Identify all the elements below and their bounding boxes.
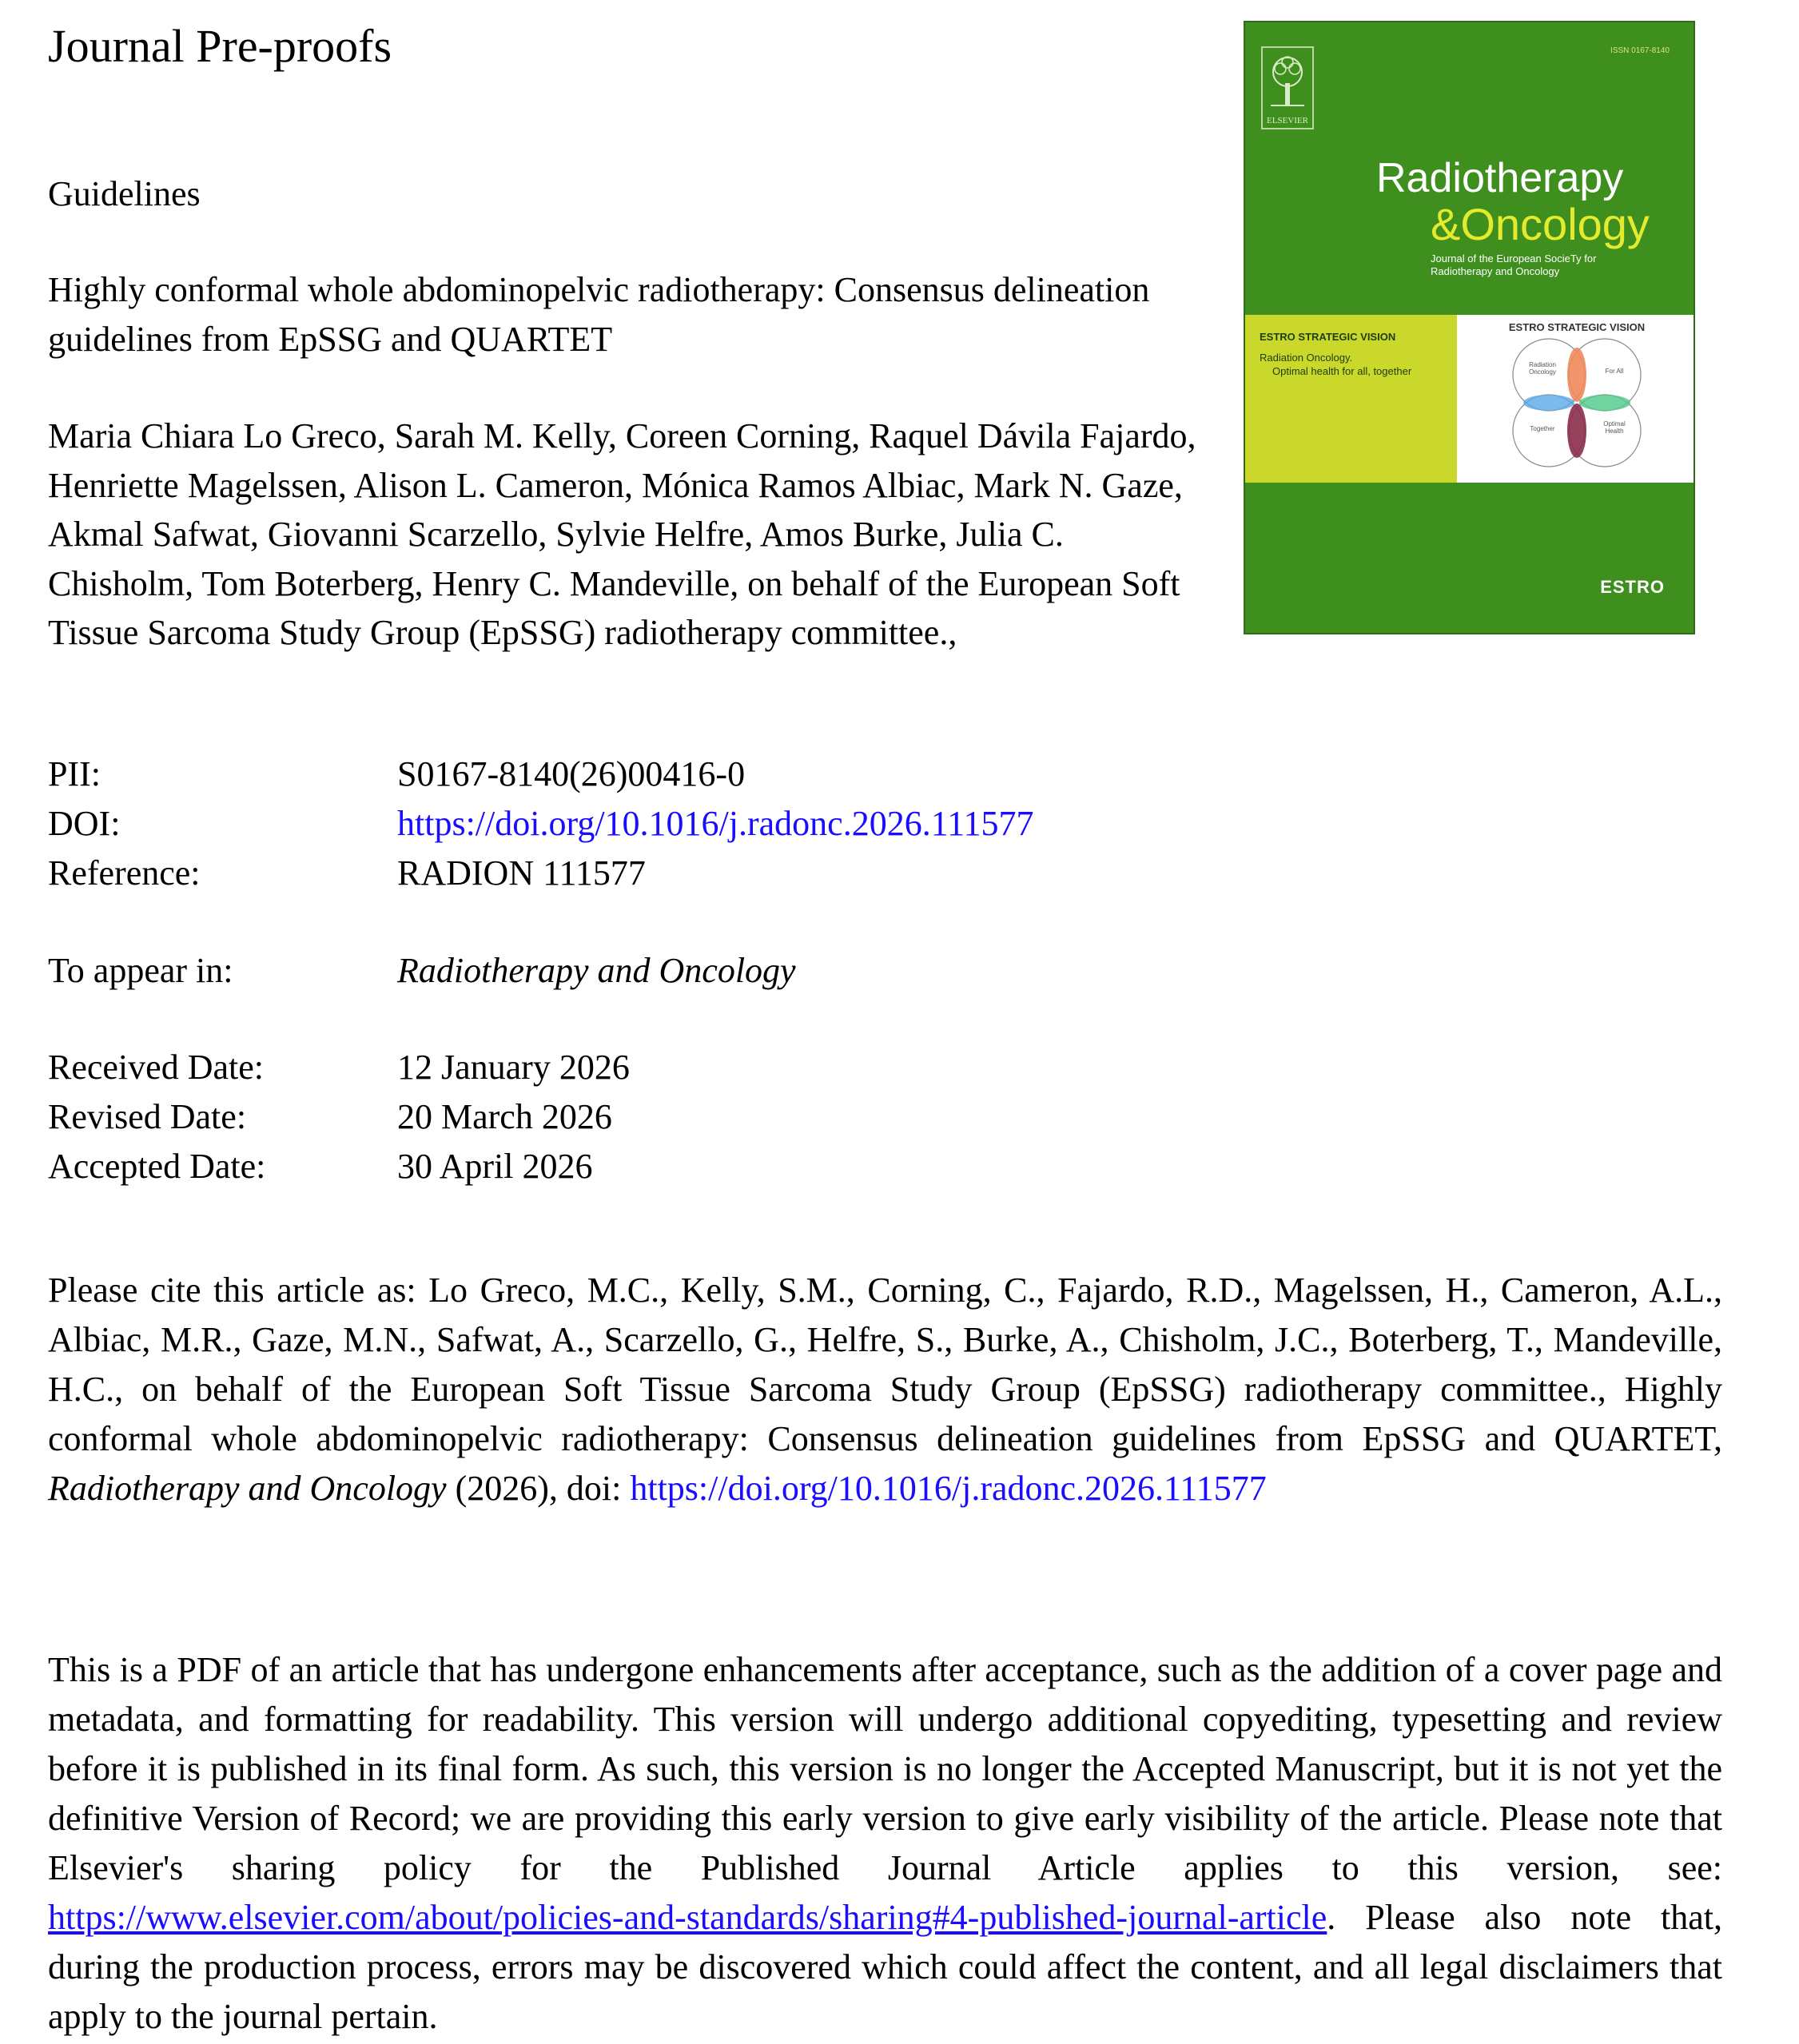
vision-line1: Radiation Oncology. xyxy=(1260,352,1353,364)
received-date: 12 January 2026 xyxy=(397,1048,630,1087)
cover-vision-diagram xyxy=(1457,315,1695,483)
venn-lens xyxy=(1579,395,1630,411)
notice-paragraph xyxy=(48,1645,1722,2042)
notice-text: This is a PDF of an article that has undergone enhancements after acceptance, such as the addition of a cover page and metadata, and formatting for readability. This version will undergo additional copyediting, typesetting and review before it is published in its final form. As such, this version is no longer the Accepted Manuscript, but it is not yet the definitive Version of Record; we are providing this early version to give early visibility of the article. Please note that Elsevier's sharing policy for the Published Journal Article applies to this version, see: xyxy=(48,1650,1722,1887)
sharing-policy-link[interactable]: https://www.elsevier.com/about/policies-and-standards/sharing#4-published-journal-article xyxy=(48,1898,1327,1937)
article-title: Highly conformal whole abdominopelvic radiotherapy: Consensus delineation guidelines from EpSSG and QUARTET xyxy=(48,270,1150,359)
meta-row-appear xyxy=(48,946,1167,996)
revised-date: 20 March 2026 xyxy=(397,1097,612,1136)
meta-label: Reference: xyxy=(48,853,201,893)
diagram-label-radiation-oncology: Radiation Oncology xyxy=(1529,361,1556,376)
citation-journal: Radiotherapy and Oncology xyxy=(48,1469,447,1508)
publisher-name: ELSEVIER xyxy=(1267,116,1308,125)
meta-row-pii xyxy=(48,750,1167,799)
notice-text-end: . Please also note that, during the production process, errors may be discovered which could affect the content, and all legal disclaimers that apply to the journal pertain. xyxy=(48,1898,1722,2036)
venn-diagram xyxy=(1457,315,1695,483)
meta-row-revised xyxy=(48,1092,1167,1142)
pii-value: S0167-8140(26)00416-0 xyxy=(397,754,746,793)
meta-label: Received Date: xyxy=(48,1048,264,1087)
cover-journal-name-line2: &Oncology xyxy=(1431,199,1650,249)
vision-label: ESTRO STRATEGIC VISION xyxy=(1260,331,1396,343)
journal-name: Radiotherapy and Oncology xyxy=(397,951,796,990)
estro-logo: ESTRO xyxy=(1600,577,1665,597)
cover-vision-band xyxy=(1245,315,1457,483)
meta-row-doi xyxy=(48,799,1167,849)
meta-row-received xyxy=(48,1043,1167,1092)
venn-lens xyxy=(1567,404,1586,458)
meta-label: DOI: xyxy=(48,804,121,843)
reference-value: RADION 111577 xyxy=(397,853,646,893)
diagram-label-together: Together xyxy=(1530,425,1555,432)
diagram-label-optimal-health: Optimal Health xyxy=(1603,420,1626,435)
meta-label: PII: xyxy=(48,754,101,793)
vision-line2: Optimal health for all, together xyxy=(1272,365,1412,377)
accepted-date: 30 April 2026 xyxy=(397,1147,593,1186)
cover-journal-name-line1: Radiotherapy xyxy=(1376,155,1624,201)
meta-row-reference xyxy=(48,849,1167,898)
citation-doi-link[interactable]: https://doi.org/10.1016/j.radonc.2026.111577 xyxy=(630,1469,1267,1508)
journal-cover-image xyxy=(1244,21,1695,634)
diagram-label-for-all: For All xyxy=(1605,368,1624,375)
author-list: Maria Chiara Lo Greco, Sarah M. Kelly, Coreen Corning, Raquel Dávila Fajardo, Henriette Magelssen, Alison L. Cameron, Mónica Ramos Albiac, Mark N. Gaze, Akmal Safwat, Giovanni Scarzello, Sylvie Helfre, Amos Burke, Julia C. Chisholm, Tom Boterberg, Henry C. Mandeville, on behalf of the European Soft Tissue Sarcoma Study Group (EpSSG) radiotherapy committee., xyxy=(48,416,1196,652)
citation-text: Please cite this article as: Lo Greco, M.C., Kelly, S.M., Corning, C., Fajardo, R.D., Magelssen, H., Cameron, A.L., Albiac, M.R., Gaze, M.N., Safwat, A., Scarzello, G., Helfre, S., Burke, A., Chisholm, J.C., Boterberg, T., Mandeville, H.C., on behalf of the European Soft Tissue Sarcoma Study Group (EpSSG) radiotherapy committee., Highly conformal whole abdominopelvic radiotherapy: Consensus delineation guidelines from EpSSG and QUARTET, xyxy=(48,1271,1722,1458)
journal-pre-proofs-header: Journal Pre-proofs xyxy=(48,20,392,72)
citation-text-middle: (2026), doi: xyxy=(446,1469,631,1508)
doi-link[interactable]: https://doi.org/10.1016/j.radonc.2026.111577 xyxy=(397,804,1034,843)
article-section: Guidelines xyxy=(48,174,201,213)
cover-issn: ISSN 0167-8140 xyxy=(1610,46,1670,55)
meta-row-accepted xyxy=(48,1142,1167,1191)
meta-label: Revised Date: xyxy=(48,1097,247,1136)
elsevier-logo xyxy=(1261,46,1314,129)
meta-label: Accepted Date: xyxy=(48,1147,266,1186)
diagram-title: ESTRO STRATEGIC VISION xyxy=(1508,321,1646,333)
meta-label: To appear in: xyxy=(48,951,233,990)
venn-lens xyxy=(1523,395,1574,411)
venn-lens xyxy=(1567,348,1586,402)
elsevier-tree-icon xyxy=(1263,48,1312,112)
citation-paragraph xyxy=(48,1266,1722,1513)
cover-subtitle: Journal of the European SocieTy for Radiotherapy and Oncology xyxy=(1431,253,1597,277)
